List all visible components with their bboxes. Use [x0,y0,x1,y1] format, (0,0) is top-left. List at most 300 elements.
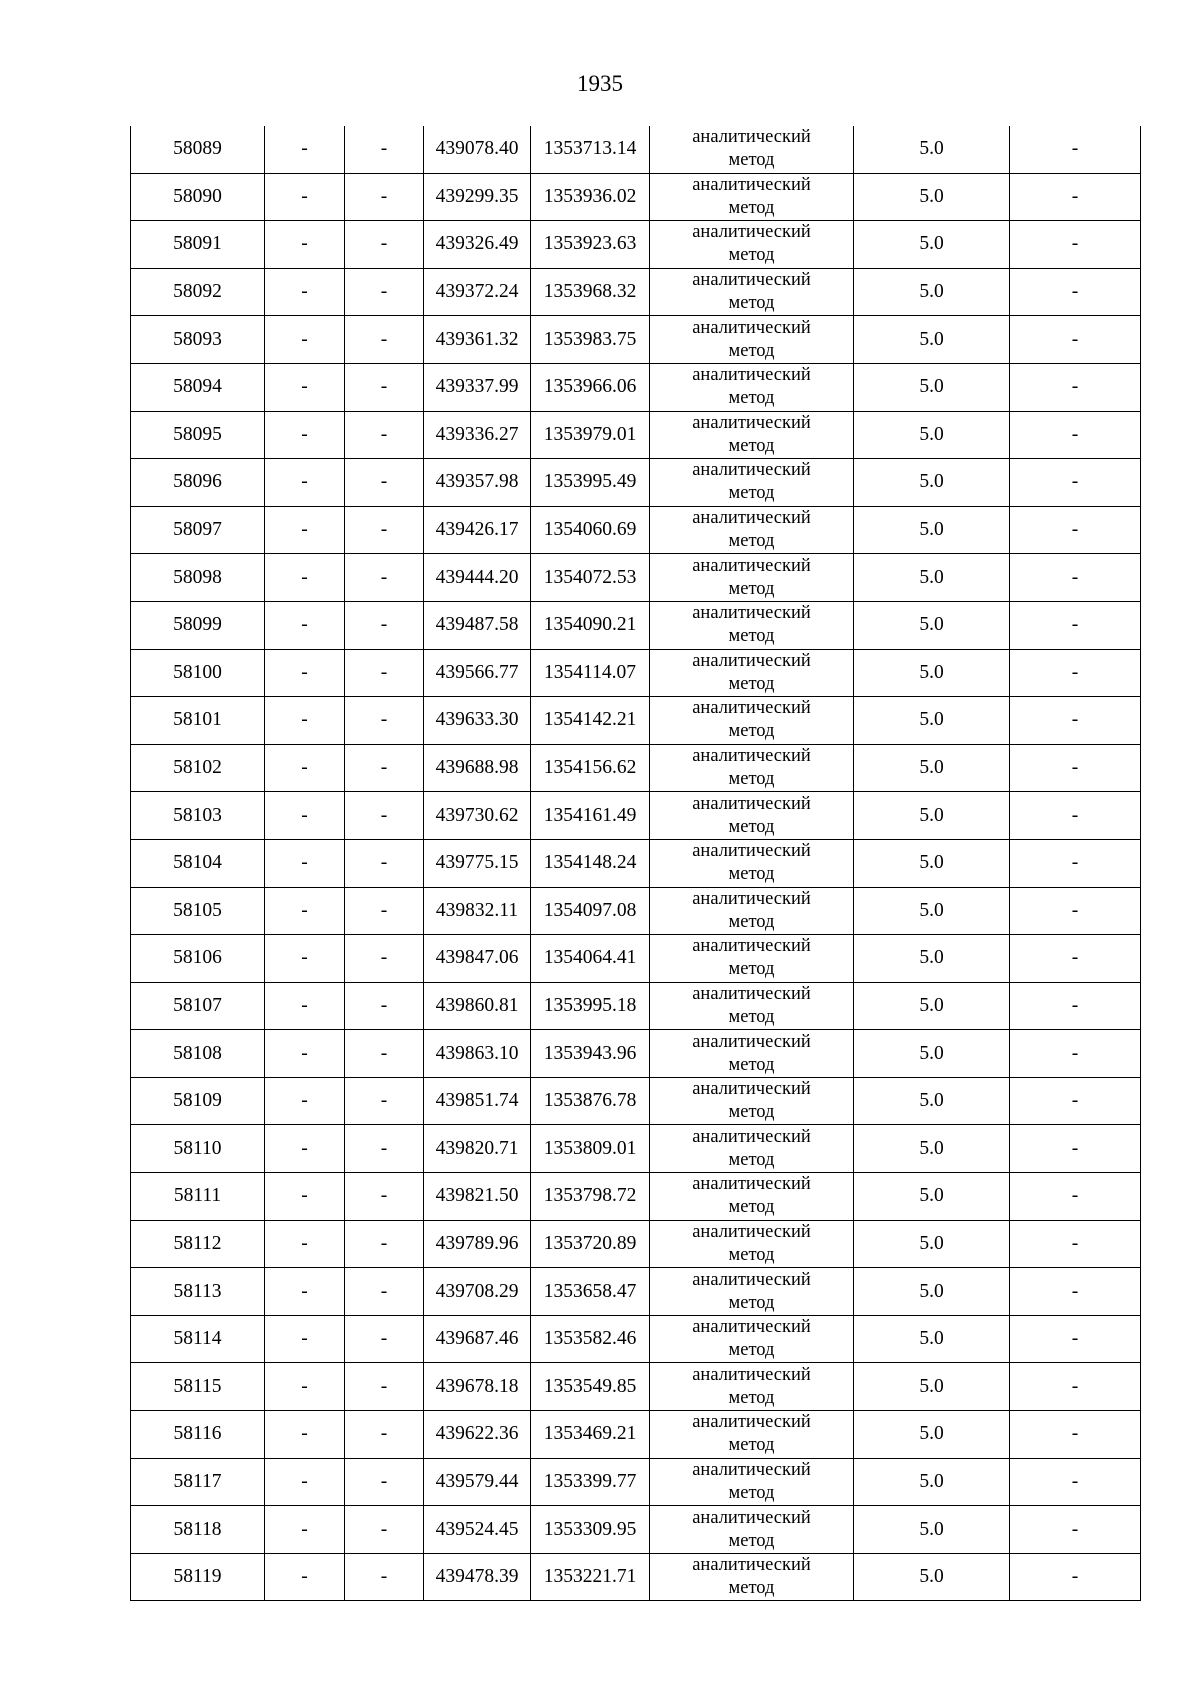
y-coordinate-cell: 1353995.49 [531,459,650,507]
empty-cell-1: - [265,697,345,745]
method-cell [650,935,854,983]
empty-cell-2: - [345,173,424,221]
method-line-1: аналитический [692,793,811,814]
empty-cell-3: - [1010,1458,1141,1506]
table-row [131,1268,1141,1316]
x-coordinate-cell: 439487.58 [424,601,531,649]
method-cell [650,363,854,411]
empty-cell-3: - [1010,1030,1141,1078]
method-line-2: метод [728,673,775,694]
table-row [131,792,1141,840]
empty-cell-3: - [1010,935,1141,983]
table-row [131,887,1141,935]
empty-cell-1: - [265,982,345,1030]
accuracy-cell: 5.0 [854,601,1010,649]
method-cell [650,554,854,602]
method-line-1: аналитический [692,1412,811,1433]
x-coordinate-cell: 439361.32 [424,316,531,364]
method-cell [650,1077,854,1125]
accuracy-cell: 5.0 [854,887,1010,935]
x-coordinate-cell: 439863.10 [424,1030,531,1078]
method-cell [650,887,854,935]
method-line-2: метод [728,435,775,456]
x-coordinate-cell: 439622.36 [424,1411,531,1459]
y-coordinate-cell: 1353968.32 [531,268,650,316]
table-row [131,1125,1141,1173]
y-coordinate-cell: 1353713.14 [531,126,650,173]
x-coordinate-cell: 439688.98 [424,744,531,792]
empty-cell-2: - [345,601,424,649]
y-coordinate-cell: 1354072.53 [531,554,650,602]
accuracy-cell: 5.0 [854,1173,1010,1221]
empty-cell-3: - [1010,887,1141,935]
point-number-cell: 58119 [131,1553,265,1601]
y-coordinate-cell: 1354148.24 [531,839,650,887]
method-cell [650,697,854,745]
method-line-2: метод [728,197,775,218]
table-row [131,126,1141,173]
empty-cell-2: - [345,839,424,887]
method-line-1: аналитический [692,555,811,576]
accuracy-cell: 5.0 [854,173,1010,221]
empty-cell-1: - [265,1458,345,1506]
method-line-2: метод [728,1435,775,1456]
accuracy-cell: 5.0 [854,363,1010,411]
empty-cell-1: - [265,554,345,602]
x-coordinate-cell: 439832.11 [424,887,531,935]
table-row [131,649,1141,697]
empty-cell-3: - [1010,1553,1141,1601]
x-coordinate-cell: 439524.45 [424,1506,531,1554]
table-row [131,1315,1141,1363]
empty-cell-2: - [345,459,424,507]
empty-cell-2: - [345,887,424,935]
point-number-cell: 58091 [131,221,265,269]
method-line-1: аналитический [692,841,811,862]
empty-cell-3: - [1010,1268,1141,1316]
empty-cell-2: - [345,1220,424,1268]
empty-cell-2: - [345,1077,424,1125]
empty-cell-1: - [265,173,345,221]
empty-cell-1: - [265,792,345,840]
method-cell [650,221,854,269]
accuracy-cell: 5.0 [854,792,1010,840]
table-row [131,459,1141,507]
table-row [131,506,1141,554]
table-row [131,173,1141,221]
method-cell [650,1553,854,1601]
method-cell [650,1315,854,1363]
method-line-2: метод [728,1340,775,1361]
method-cell [650,982,854,1030]
empty-cell-2: - [345,1268,424,1316]
table-row [131,1030,1141,1078]
empty-cell-1: - [265,459,345,507]
method-line-2: метод [728,1482,775,1503]
empty-cell-3: - [1010,221,1141,269]
point-number-cell: 58109 [131,1077,265,1125]
y-coordinate-cell: 1354097.08 [531,887,650,935]
accuracy-cell: 5.0 [854,554,1010,602]
point-number-cell: 58107 [131,982,265,1030]
method-cell [650,1411,854,1459]
table-row [131,363,1141,411]
empty-cell-1: - [265,744,345,792]
empty-cell-1: - [265,1411,345,1459]
point-number-cell: 58096 [131,459,265,507]
accuracy-cell: 5.0 [854,1458,1010,1506]
accuracy-cell: 5.0 [854,1315,1010,1363]
empty-cell-3: - [1010,268,1141,316]
empty-cell-1: - [265,1125,345,1173]
method-line-2: метод [728,245,775,266]
y-coordinate-cell: 1354156.62 [531,744,650,792]
table-row [131,935,1141,983]
method-cell [650,1506,854,1554]
point-number-cell: 58103 [131,792,265,840]
empty-cell-1: - [265,411,345,459]
accuracy-cell: 5.0 [854,1268,1010,1316]
method-cell [650,601,854,649]
empty-cell-3: - [1010,173,1141,221]
y-coordinate-cell: 1353582.46 [531,1315,650,1363]
method-line-1: аналитический [692,127,811,148]
method-line-1: аналитический [692,650,811,671]
table-row [131,1220,1141,1268]
point-number-cell: 58104 [131,839,265,887]
point-number-cell: 58100 [131,649,265,697]
y-coordinate-cell: 1353979.01 [531,411,650,459]
point-number-cell: 58095 [131,411,265,459]
empty-cell-2: - [345,792,424,840]
empty-cell-3: - [1010,554,1141,602]
table-row [131,1553,1141,1601]
empty-cell-3: - [1010,649,1141,697]
method-line-2: метод [728,1387,775,1408]
method-line-1: аналитический [692,1221,811,1242]
empty-cell-2: - [345,1125,424,1173]
method-line-2: метод [728,1578,775,1599]
method-cell [650,316,854,364]
empty-cell-3: - [1010,1363,1141,1411]
empty-cell-3: - [1010,1315,1141,1363]
empty-cell-2: - [345,554,424,602]
empty-cell-3: - [1010,1077,1141,1125]
method-line-1: аналитический [692,1507,811,1528]
y-coordinate-cell: 1354161.49 [531,792,650,840]
empty-cell-1: - [265,1173,345,1221]
y-coordinate-cell: 1354060.69 [531,506,650,554]
empty-cell-1: - [265,1506,345,1554]
accuracy-cell: 5.0 [854,459,1010,507]
method-line-1: аналитический [692,412,811,433]
method-line-1: аналитический [692,222,811,243]
method-cell [650,1220,854,1268]
method-line-1: аналитический [692,1459,811,1480]
accuracy-cell: 5.0 [854,1220,1010,1268]
empty-cell-3: - [1010,697,1141,745]
method-line-1: аналитический [692,1364,811,1385]
x-coordinate-cell: 439337.99 [424,363,531,411]
y-coordinate-cell: 1354090.21 [531,601,650,649]
empty-cell-2: - [345,363,424,411]
y-coordinate-cell: 1353720.89 [531,1220,650,1268]
x-coordinate-cell: 439775.15 [424,839,531,887]
method-line-2: метод [728,721,775,742]
empty-cell-1: - [265,363,345,411]
accuracy-cell: 5.0 [854,411,1010,459]
table-row [131,1173,1141,1221]
table-row [131,1411,1141,1459]
empty-cell-2: - [345,935,424,983]
table-row [131,601,1141,649]
table-row [131,268,1141,316]
empty-cell-3: - [1010,411,1141,459]
y-coordinate-cell: 1353983.75 [531,316,650,364]
y-coordinate-cell: 1354064.41 [531,935,650,983]
method-line-2: метод [728,959,775,980]
point-number-cell: 58117 [131,1458,265,1506]
point-number-cell: 58114 [131,1315,265,1363]
method-line-2: метод [728,1244,775,1265]
method-line-2: метод [728,293,775,314]
method-line-2: метод [728,340,775,361]
empty-cell-2: - [345,1315,424,1363]
method-line-2: метод [728,864,775,885]
empty-cell-1: - [265,601,345,649]
method-cell [650,173,854,221]
method-cell [650,1173,854,1221]
accuracy-cell: 5.0 [854,316,1010,364]
empty-cell-1: - [265,1268,345,1316]
method-line-2: метод [728,1292,775,1313]
method-cell [650,1268,854,1316]
point-number-cell: 58098 [131,554,265,602]
point-number-cell: 58111 [131,1173,265,1221]
method-line-1: аналитический [692,1079,811,1100]
empty-cell-1: - [265,1315,345,1363]
empty-cell-1: - [265,1363,345,1411]
x-coordinate-cell: 439078.40 [424,126,531,173]
empty-cell-3: - [1010,744,1141,792]
x-coordinate-cell: 439687.46 [424,1315,531,1363]
empty-cell-3: - [1010,1506,1141,1554]
point-number-cell: 58113 [131,1268,265,1316]
method-line-1: аналитический [692,746,811,767]
empty-cell-3: - [1010,506,1141,554]
point-number-cell: 58105 [131,887,265,935]
empty-cell-2: - [345,1458,424,1506]
accuracy-cell: 5.0 [854,1411,1010,1459]
point-number-cell: 58090 [131,173,265,221]
table-row [131,316,1141,364]
method-line-1: аналитический [692,460,811,481]
point-number-cell: 58110 [131,1125,265,1173]
empty-cell-2: - [345,982,424,1030]
empty-cell-2: - [345,268,424,316]
empty-cell-2: - [345,126,424,173]
empty-cell-2: - [345,411,424,459]
method-cell [650,1363,854,1411]
accuracy-cell: 5.0 [854,1553,1010,1601]
point-number-cell: 58101 [131,697,265,745]
y-coordinate-cell: 1353943.96 [531,1030,650,1078]
empty-cell-3: - [1010,316,1141,364]
method-line-2: метод [728,1054,775,1075]
x-coordinate-cell: 439821.50 [424,1173,531,1221]
point-number-cell: 58099 [131,601,265,649]
y-coordinate-cell: 1353798.72 [531,1173,650,1221]
empty-cell-2: - [345,1553,424,1601]
x-coordinate-cell: 439708.29 [424,1268,531,1316]
x-coordinate-cell: 439860.81 [424,982,531,1030]
y-coordinate-cell: 1353995.18 [531,982,650,1030]
method-line-2: метод [728,1102,775,1123]
x-coordinate-cell: 439426.17 [424,506,531,554]
method-cell [650,839,854,887]
method-line-1: аналитический [692,983,811,1004]
accuracy-cell: 5.0 [854,1125,1010,1173]
x-coordinate-cell: 439678.18 [424,1363,531,1411]
empty-cell-3: - [1010,1125,1141,1173]
empty-cell-1: - [265,268,345,316]
empty-cell-2: - [345,1363,424,1411]
empty-cell-3: - [1010,601,1141,649]
y-coordinate-cell: 1353809.01 [531,1125,650,1173]
empty-cell-3: - [1010,839,1141,887]
coordinates-table-body [131,126,1141,1601]
accuracy-cell: 5.0 [854,935,1010,983]
method-line-2: метод [728,1006,775,1027]
empty-cell-3: - [1010,982,1141,1030]
empty-cell-1: - [265,935,345,983]
table-row [131,221,1141,269]
method-cell [650,1030,854,1078]
accuracy-cell: 5.0 [854,649,1010,697]
method-line-2: метод [728,769,775,790]
empty-cell-1: - [265,1077,345,1125]
method-line-1: аналитический [692,1126,811,1147]
empty-cell-2: - [345,1506,424,1554]
point-number-cell: 58089 [131,126,265,173]
method-line-1: аналитический [692,603,811,624]
point-number-cell: 58092 [131,268,265,316]
accuracy-cell: 5.0 [854,744,1010,792]
y-coordinate-cell: 1353399.77 [531,1458,650,1506]
table-row [131,744,1141,792]
method-line-2: метод [728,816,775,837]
point-number-cell: 58116 [131,1411,265,1459]
empty-cell-1: - [265,1030,345,1078]
empty-cell-2: - [345,697,424,745]
method-line-2: метод [728,150,775,171]
y-coordinate-cell: 1353658.47 [531,1268,650,1316]
method-cell [650,649,854,697]
x-coordinate-cell: 439326.49 [424,221,531,269]
method-line-1: аналитический [692,1555,811,1576]
point-number-cell: 58093 [131,316,265,364]
table-row [131,1458,1141,1506]
method-line-1: аналитический [692,317,811,338]
method-cell [650,411,854,459]
empty-cell-1: - [265,221,345,269]
y-coordinate-cell: 1353966.06 [531,363,650,411]
accuracy-cell: 5.0 [854,982,1010,1030]
method-line-1: аналитический [692,1031,811,1052]
accuracy-cell: 5.0 [854,221,1010,269]
y-coordinate-cell: 1353876.78 [531,1077,650,1125]
empty-cell-2: - [345,649,424,697]
x-coordinate-cell: 439299.35 [424,173,531,221]
table-row [131,982,1141,1030]
method-cell [650,506,854,554]
y-coordinate-cell: 1354114.07 [531,649,650,697]
empty-cell-2: - [345,316,424,364]
x-coordinate-cell: 439633.30 [424,697,531,745]
method-line-1: аналитический [692,1317,811,1338]
method-line-2: метод [728,483,775,504]
page-number: 1935 [577,71,623,96]
empty-cell-1: - [265,839,345,887]
point-number-cell: 58094 [131,363,265,411]
empty-cell-1: - [265,316,345,364]
accuracy-cell: 5.0 [854,839,1010,887]
x-coordinate-cell: 439372.24 [424,268,531,316]
x-coordinate-cell: 439336.27 [424,411,531,459]
method-line-2: метод [728,578,775,599]
y-coordinate-cell: 1353469.21 [531,1411,650,1459]
point-number-cell: 58097 [131,506,265,554]
method-line-1: аналитический [692,698,811,719]
y-coordinate-cell: 1353309.95 [531,1506,650,1554]
empty-cell-1: - [265,887,345,935]
y-coordinate-cell: 1354142.21 [531,697,650,745]
method-line-1: аналитический [692,174,811,195]
empty-cell-3: - [1010,1220,1141,1268]
method-line-1: аналитический [692,1269,811,1290]
method-cell [650,744,854,792]
table-row [131,1077,1141,1125]
method-line-2: метод [728,388,775,409]
x-coordinate-cell: 439566.77 [424,649,531,697]
x-coordinate-cell: 439730.62 [424,792,531,840]
x-coordinate-cell: 439478.39 [424,1553,531,1601]
accuracy-cell: 5.0 [854,1506,1010,1554]
x-coordinate-cell: 439357.98 [424,459,531,507]
table-row [131,839,1141,887]
method-line-1: аналитический [692,365,811,386]
table-row [131,1363,1141,1411]
method-line-2: метод [728,1149,775,1170]
accuracy-cell: 5.0 [854,1077,1010,1125]
empty-cell-1: - [265,649,345,697]
x-coordinate-cell: 439579.44 [424,1458,531,1506]
table-row [131,1506,1141,1554]
empty-cell-1: - [265,506,345,554]
empty-cell-3: - [1010,126,1141,173]
method-line-1: аналитический [692,508,811,529]
method-cell [650,268,854,316]
method-cell [650,126,854,173]
x-coordinate-cell: 439789.96 [424,1220,531,1268]
empty-cell-2: - [345,744,424,792]
empty-cell-2: - [345,506,424,554]
method-cell [650,1458,854,1506]
empty-cell-2: - [345,1411,424,1459]
y-coordinate-cell: 1353936.02 [531,173,650,221]
accuracy-cell: 5.0 [854,697,1010,745]
x-coordinate-cell: 439847.06 [424,935,531,983]
